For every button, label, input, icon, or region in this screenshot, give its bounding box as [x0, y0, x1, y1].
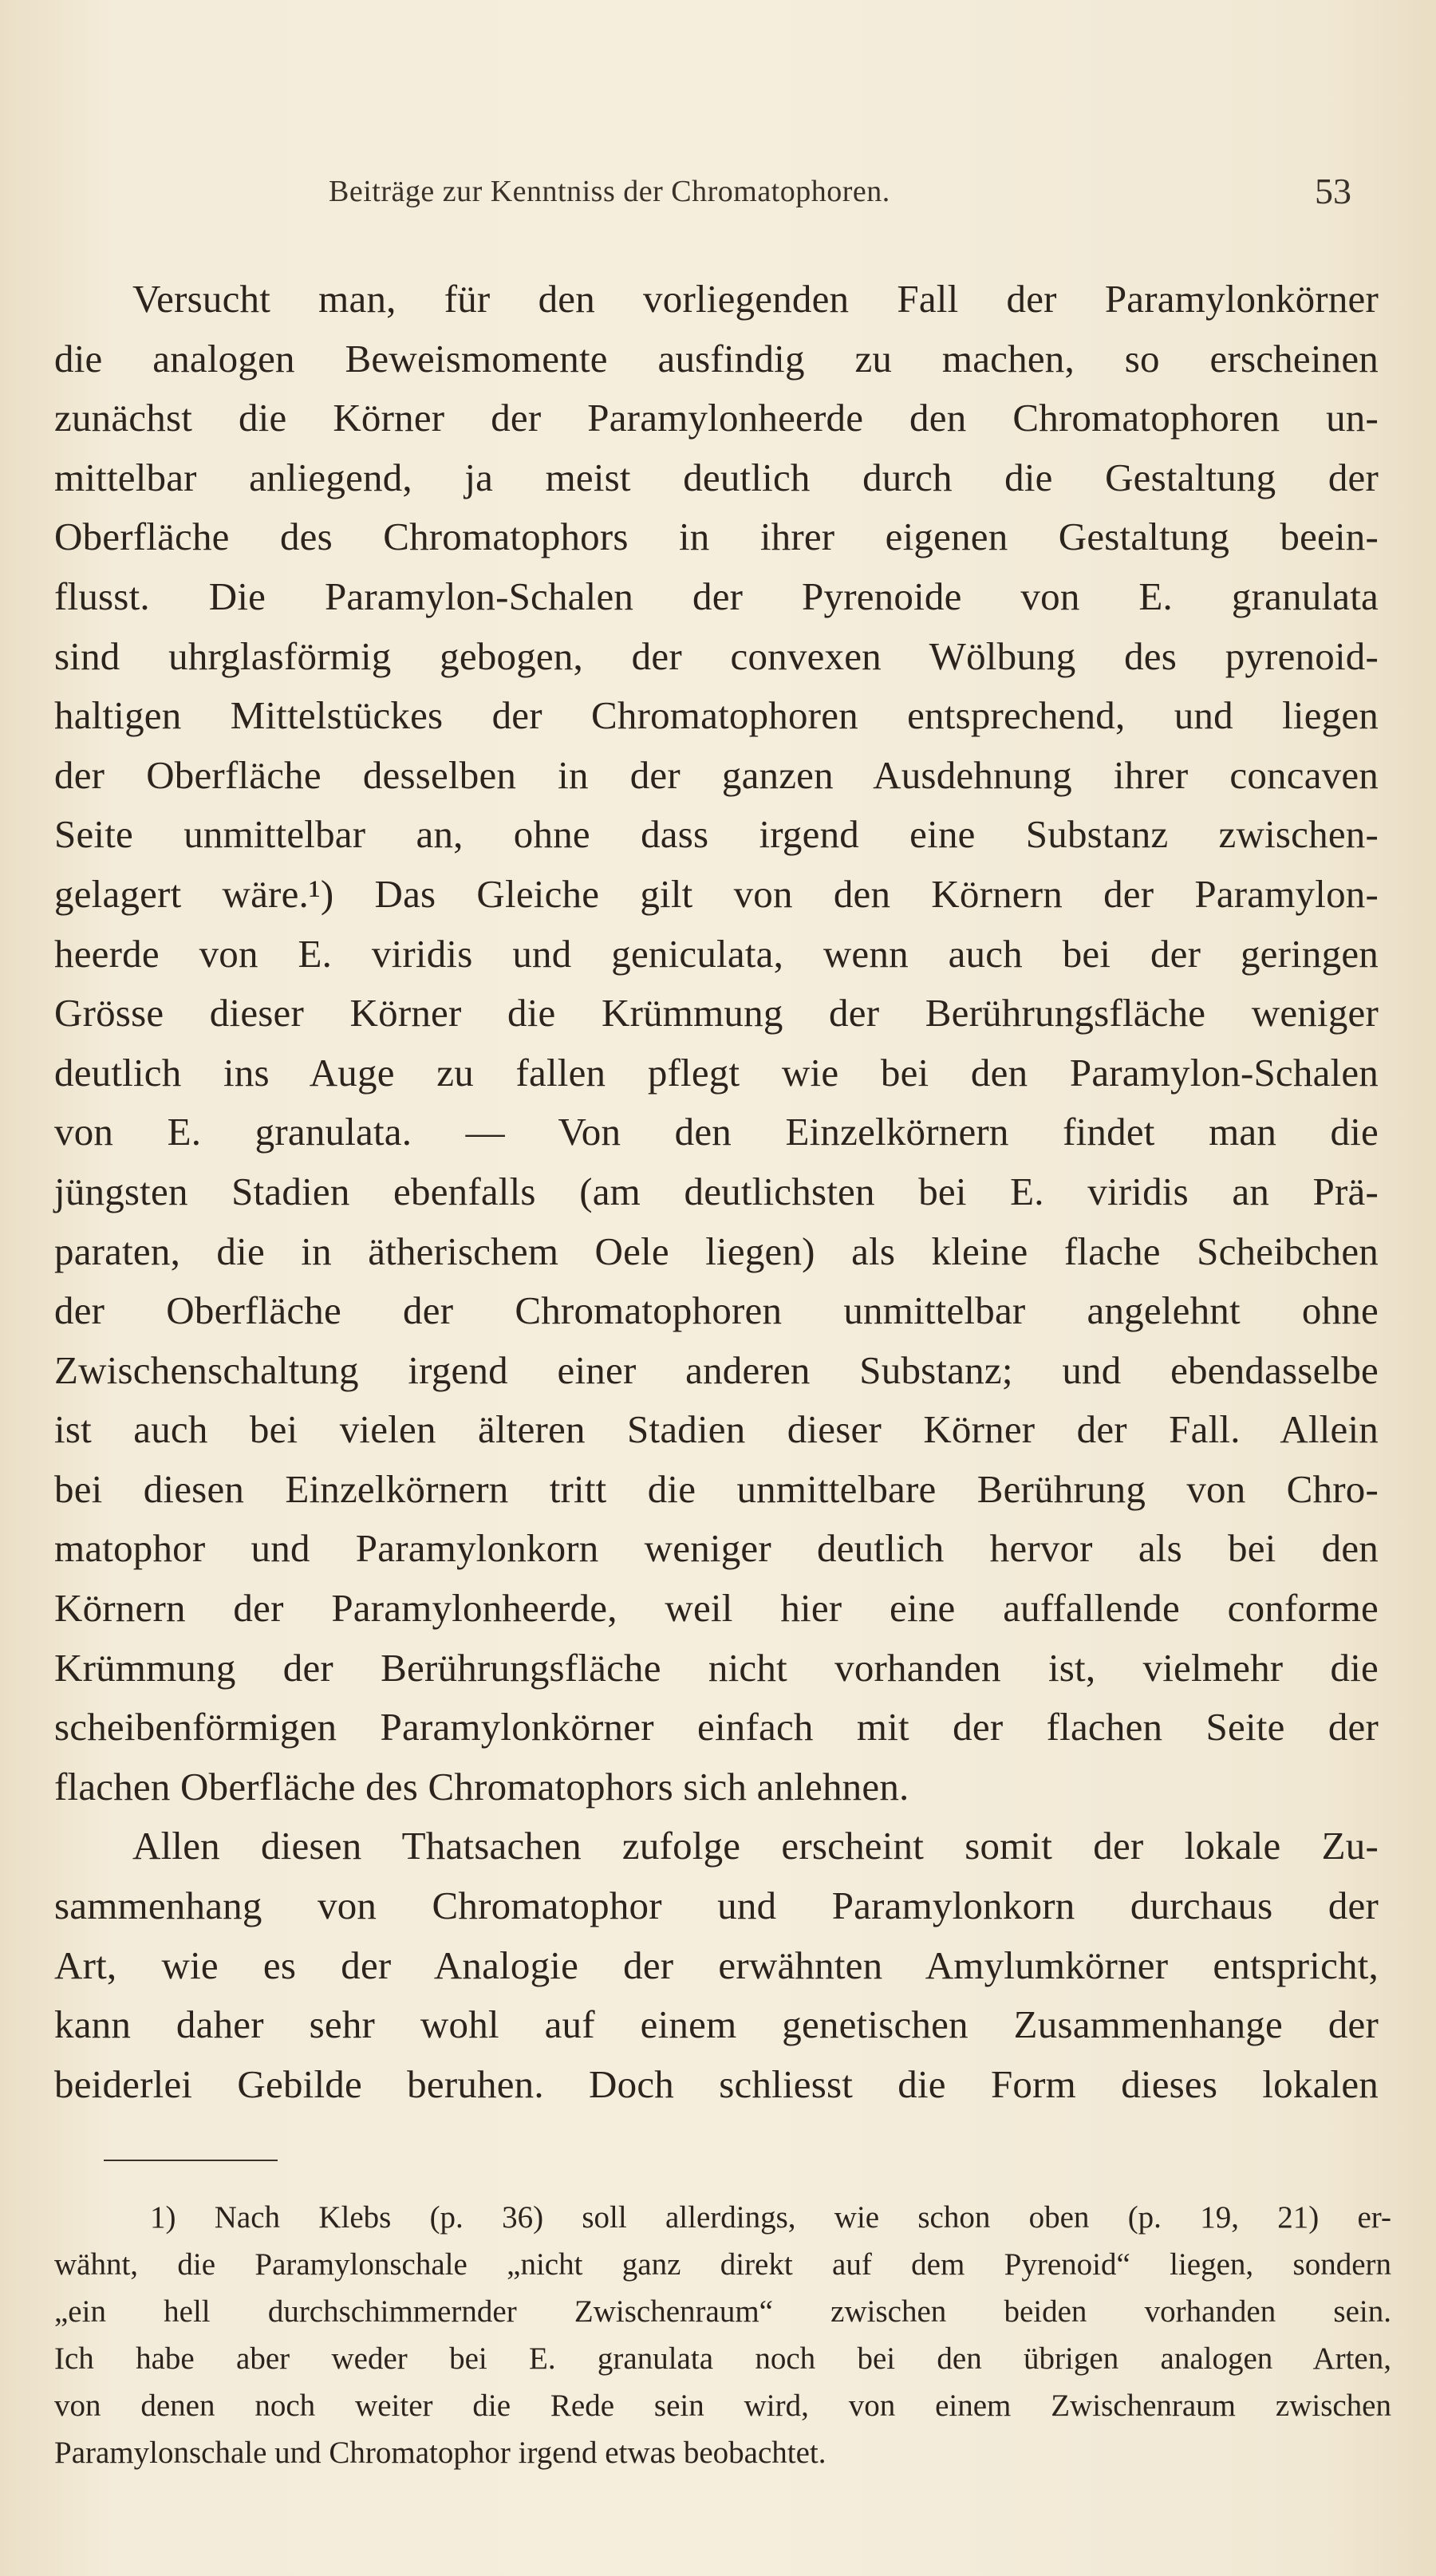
text-line: kann daher sehr wohl auf einem genetischen Zusammenhange der — [54, 2002, 1379, 2047]
text-line: die analogen Beweismomente ausfindig zu machen, so erscheinen — [54, 336, 1379, 381]
text-line: sammenhang von Chromatophor und Paramylonkorn durchaus der — [54, 1884, 1379, 1928]
text-line: deutlich ins Auge zu fallen pflegt wie bei den Paramylon-Schalen — [54, 1050, 1379, 1095]
footnote-line: wähnt, die Paramylonschale „nicht ganz direkt auf dem Pyrenoid“ liegen, sondern — [54, 2247, 1391, 2282]
text-line: flachen Oberfläche des Chromatophors sich anlehnen. — [54, 1764, 909, 1809]
text-line: beiderlei Gebilde beruhen. Doch schliesst die Form dieses lokalen — [54, 2061, 1379, 2106]
text-line: mittelbar anliegend, ja meist deutlich durch die Gestaltung der — [54, 455, 1379, 499]
text-line: matophor und Paramylonkorn weniger deutlich hervor als bei den — [54, 1526, 1379, 1571]
text-line: haltigen Mittelstückes der Chromatophoren entsprechend, und liegen — [54, 693, 1379, 738]
footnote-line: Ich habe aber weder bei E. granulata noch bei den übrigen analogen Arten, — [54, 2341, 1391, 2376]
footnote-line: von denen noch weiter die Rede sein wird, von einem Zwischenraum zwischen — [54, 2389, 1391, 2423]
running-title: Beiträge zur Kenntniss der Chromatophoren. — [329, 175, 890, 208]
text-line: bei diesen Einzelkörnern tritt die unmittelbare Berührung von Chro- — [54, 1466, 1379, 1511]
text-line: Krümmung der Berührungsfläche nicht vorhanden ist, vielmehr die — [54, 1645, 1379, 1690]
text-line: von E. granulata. — Von den Einzelkörnern findet man die — [54, 1110, 1379, 1154]
text-line: zunächst die Körner der Paramylonheerde den Chromatophoren un- — [54, 396, 1379, 440]
footnote-line: 1) Nach Klebs (p. 36) soll allerdings, wie schon oben (p. 19, 21) er- — [150, 2200, 1391, 2235]
footnote-line: „ein hell durchschimmernder Zwischenraum“ zwischen beiden vorhanden sein. — [54, 2294, 1391, 2329]
text-line: gelagert wäre.¹) Das Gleiche gilt von den Körnern der Paramylon- — [54, 871, 1379, 916]
body-text — [54, 270, 1379, 2114]
text-line: ist auch bei vielen älteren Stadien dieser Körner der Fall. Allein — [54, 1407, 1379, 1452]
text-line: Körnern der Paramylonheerde, weil hier eine auffallende conforme — [54, 1586, 1379, 1631]
text-line: flusst. Die Paramylon-Schalen der Pyrenoide von E. granulata — [54, 574, 1379, 618]
text-line: scheibenförmigen Paramylonkörner einfach mit der flachen Seite der — [54, 1705, 1379, 1750]
page-number: 53 — [1315, 171, 1351, 211]
text-line: Seite unmittelbar an, ohne dass irgend eine Substanz zwischen- — [54, 812, 1379, 857]
text-line: Versucht man, für den vorliegenden Fall der Paramylonkörner — [132, 277, 1379, 321]
text-line: sind uhrglasförmig gebogen, der convexen Wölbung des pyrenoid- — [54, 633, 1379, 678]
text-line: Allen diesen Thatsachen zufolge erscheint somit der lokale Zu- — [132, 1824, 1379, 1868]
text-line: der Oberfläche desselben in der ganzen Ausdehnung ihrer concaven — [54, 752, 1379, 797]
text-line: Oberfläche des Chromatophors in ihrer eigenen Gestaltung beein- — [54, 515, 1379, 559]
running-head — [0, 168, 1436, 215]
footnote-line: Paramylonschale und Chromatophor irgend etwas beobachtet. — [54, 2436, 826, 2470]
text-line: Art, wie es der Analogie der erwähnten Amylumkörner entspricht, — [54, 1943, 1379, 1987]
text-line: heerde von E. viridis und geniculata, wenn auch bei der geringen — [54, 931, 1379, 976]
text-line: Grösse dieser Körner die Krümmung der Berührungsfläche weniger — [54, 991, 1379, 1036]
text-line: jüngsten Stadien ebenfalls (am deutlichsten bei E. viridis an Prä- — [54, 1169, 1379, 1213]
text-line: Zwischenschaltung irgend einer anderen Substanz; und ebendasselbe — [54, 1347, 1379, 1392]
footnote-divider — [104, 2160, 278, 2161]
text-line: der Oberfläche der Chromatophoren unmittelbar angelehnt ohne — [54, 1288, 1379, 1333]
footnote — [54, 2194, 1391, 2476]
text-line: paraten, die in ätherischem Oele liegen) als kleine flache Scheibchen — [54, 1229, 1379, 1273]
